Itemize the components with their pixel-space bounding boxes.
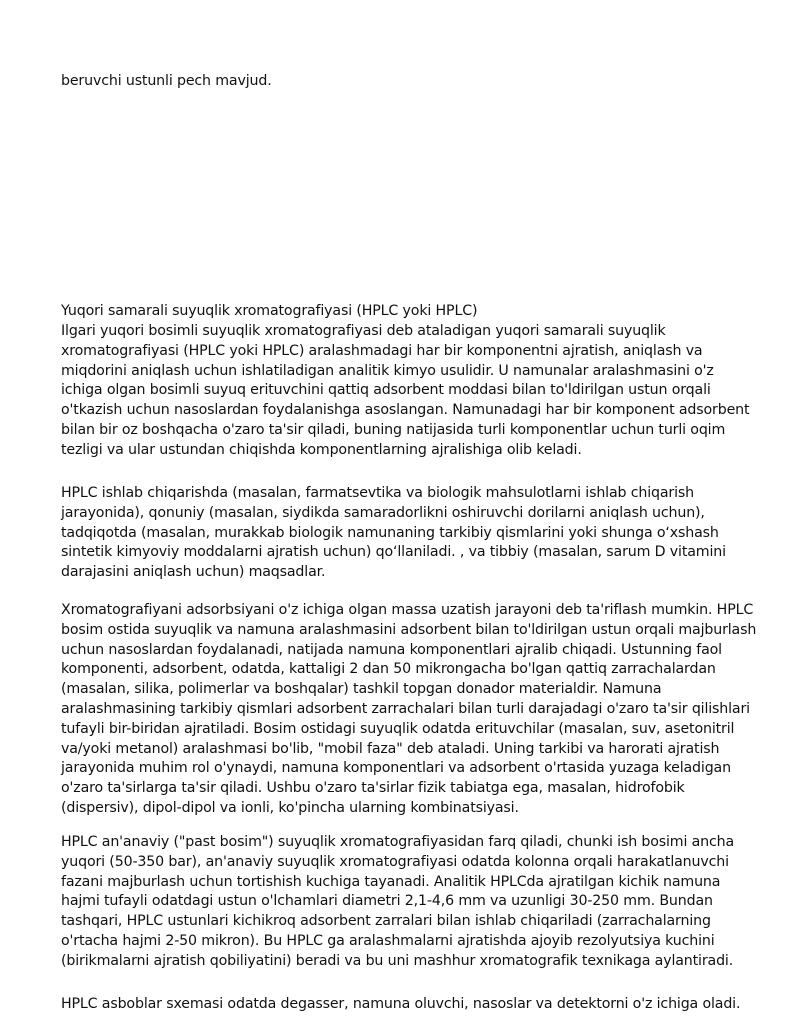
text-line: komponenti, adsorbent, odatda, kattaligi 2 dan 50 mikrongacha bo'lgan qattiq zarrachalardan (61, 661, 716, 678)
text-line: hajmi tufayli odatdagi ustun o'lchamlari diametri 2,1-4,6 mm va uzunligi 30-250 mm. Bundan (61, 893, 713, 910)
text-line: fazani majburlash uchun tortishish kuchiga tayanadi. Analitik HPLCda ajratilgan kichik namuna (61, 873, 721, 890)
paragraph-chromatography-process (61, 601, 757, 819)
text-line: va/yoki metanol) aralashmasi bo'lib, "mobil faza" deb ataladi. Uning tarkibi va harorati ajratish (61, 740, 720, 757)
text-line: sintetik kimyoviy moddalarni ajratish uchun) qoʻllaniladi. , va tibbiy (masalan, sarum D vitamini (61, 544, 726, 561)
text-line: aralashmasining tarkibiy qismlari adsorbent zarrachalari bilan turli darajadagi o'zaro ta'sir qilishlari (61, 700, 750, 717)
text-line: darajasini aniqlash uchun) maqsadlar. (61, 564, 326, 581)
text-line: (birikmalarni ajratish qobiliyatini) beradi va bu uni mashhur xromatografik texnikaga aylantiradi. (61, 952, 734, 969)
text-line: xromatografiyasi (HPLC yoki HPLC) aralashmadagi har bir komponentni ajratish, aniqlash va (61, 342, 703, 359)
text-line: tezligi va ular ustundan chiqishda komponentlarning ajralishiga olib keladi. (61, 441, 582, 458)
text-line: bilan bir oz boshqacha o'zaro ta'sir qiladi, buning natijasida turli komponentlar uchun turli oqim (61, 421, 726, 438)
text-line: jarayonida), qonuniy (masalan, siydikda samaradorlikni oshiruvchi dorilarni aniqlash uchun), (61, 504, 705, 521)
text-line: HPLC an'anaviy ("past bosim") suyuqlik xromatografiyasidan farq qiladi, chunki ish bosimi ancha (61, 834, 735, 850)
paragraph-hplc-vs-traditional (61, 833, 751, 972)
paragraph-hplc-applications (61, 484, 751, 583)
text-line: o'zaro ta'sirlarga ta'sir qiladi. Ushbu o'zaro ta'sirlar fizik tabiatga ega, masalan, hidrofobik (61, 780, 685, 797)
text-line: tufayli bir-biridan ajratiladi. Bosim ostidagi suyuqlik odatda erituvchilar (masalan, suv, asetonitril (61, 720, 735, 737)
text-line: HPLC asboblar sxemasi odatda degasser, namuna oluvchi, nasoslar va detektorni o'z ichiga oladi. (61, 996, 741, 1012)
text-line: uchun nasoslardan foydalanadi, natijada namuna komponentlari ajralib chiqadi. Ustunning faol (61, 641, 722, 658)
text-line: bosim ostida suyuqlik va namuna aralashmasini adsorbent bilan to'ldirilgan ustun orqali majburlash (61, 621, 757, 638)
text-line: miqdorini aniqlash uchun ishlatiladigan analitik kimyo usulidir. U namunalar aralashmasini o'z (61, 362, 714, 379)
text-line: Ilgari yuqori bosimli suyuqlik xromatografiyasi deb ataladigan yuqori samarali suyuqlik (61, 323, 666, 339)
text-line: o'tkazish uchun nasoslardan foydalanishga asoslangan. Namunadagi har bir komponent adsorbent (61, 402, 750, 419)
heading-text: Yuqori samarali suyuqlik xromatografiyasi (HPLC yoki HPLC) (61, 303, 478, 319)
text-line: tadqiqotda (masalan, murakkab biologik namunaning tarkibiy qismlarini yoki shunga oʻxshash (61, 524, 719, 541)
text-line: Xromatografiyani adsorbsiyani o'z ichiga olgan massa uzatish jarayoni deb ta'riflash mumkin. HPLC (61, 602, 754, 618)
text-line: o'rtacha hajmi 2-50 mikron). Bu HPLC ga aralashmalarni ajratishda ajoyib rezolyutsiya kuchini (61, 932, 715, 949)
paragraph-hplc-definition (61, 322, 751, 461)
text-line: HPLC ishlab chiqarishda (masalan, farmatsevtika va biologik mahsulotlarni ishlab chiqarish (61, 485, 694, 501)
paragraph-instrument-scheme (61, 995, 751, 1015)
text-line: tashqari, HPLC ustunlari kichikroq adsorbent zarralari bilan ishlab chiqariladi (zarrachalarning (61, 913, 711, 930)
text-line: beruvchi ustunli pech mavjud. (61, 73, 272, 89)
text-line: (dispersiv), dipol-dipol va ionli, ko'pincha ularning kombinatsiyasi. (61, 799, 519, 816)
continued-text-fragment (61, 72, 751, 92)
text-line: yuqori (50-350 bar), an'anaviy suyuqlik xromatografiyasi odatda kolonna orqali harakatlanuvchi (61, 853, 729, 870)
text-line: ichiga olgan bosimli suyuq erituvchini qattiq adsorbent moddasi bilan to'ldirilgan ustun orqali (61, 382, 711, 399)
section-heading (61, 302, 751, 322)
text-line: (masalan, silika, polimerlar va boshqalar) tashkil topgan donador materialdir. Namuna (61, 681, 662, 698)
text-line: jarayonida muhim rol o'ynaydi, namuna komponentlari va adsorbent o'rtasida yuzaga keladigan (61, 760, 731, 777)
